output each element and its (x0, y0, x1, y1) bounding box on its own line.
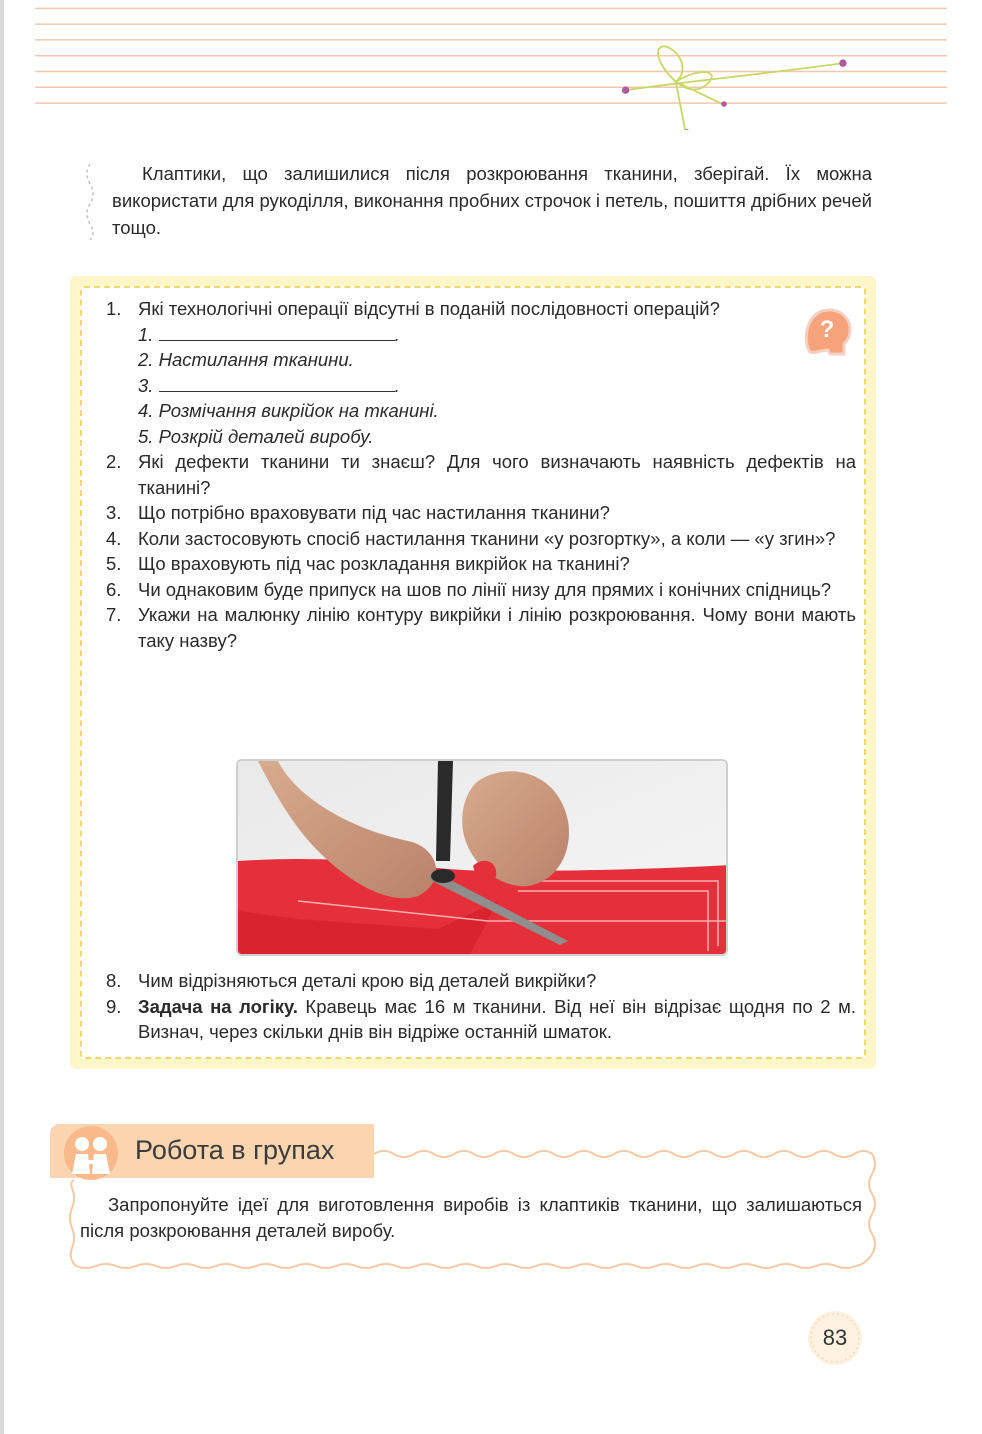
question-number: 3. (106, 502, 122, 523)
svg-text:?: ? (819, 316, 835, 343)
question-text: Чи однаковим буде припуск на шов по лінії низу для прямих і конічних спідниць? (138, 578, 832, 600)
question-text: Укажи на малюнку лінію контуру викрійки і лінію розкроювання. Чому вони мають таку назву? (138, 604, 856, 651)
step-text: Настилання тканини. (158, 349, 354, 370)
question-number: 9. (106, 995, 122, 1017)
answer-blank[interactable] (159, 322, 395, 341)
header-ruled-lines (0, 0, 982, 130)
question-text: Які дефекти тканини ти знаєш? Для чого визначають наявність дефектів на тканині? (138, 451, 856, 498)
cutting-fabric-illustration (238, 761, 728, 956)
page-edge (0, 0, 4, 1434)
scraps-tip-text: Клаптики, що залишилися після розкроювання тканини, зберігай. Їх можна використати для рукоділля, виконання пробних строчок і петель, пошиття дрібних речей тощо. (112, 163, 872, 238)
question-number: 8. (106, 970, 122, 991)
answer-blank[interactable] (159, 373, 395, 392)
question-number: 1. (106, 298, 122, 319)
question-9 (106, 994, 856, 1045)
step-number: 3. (138, 374, 154, 396)
logic-task-label: Задача на логіку. (138, 995, 298, 1017)
group-work-title: Робота в групах (135, 1135, 335, 1165)
question-text: Що потрібно враховувати під час настилання тканини? (138, 502, 610, 523)
step-1: 1. . (138, 323, 400, 345)
page-number: 83 (822, 1325, 848, 1350)
question-4 (106, 526, 856, 552)
question-7 (106, 602, 856, 653)
question-text: Чим відрізняються деталі крою від деталей викрійки? (138, 970, 597, 991)
question-list (106, 296, 856, 653)
question-text: Які технологічні операції відсутні в поданій послідовності операцій? (138, 298, 720, 319)
cutting-fabric-photo (236, 759, 728, 956)
question-text: Коли застосовують спосіб настилання тканини «у розгортку», а коли — «у згин»? (138, 527, 836, 549)
question-text: Що враховують під час розкладання викрійок на тканині? (138, 553, 630, 574)
question-2 (106, 449, 856, 500)
step-text: Розкрій деталей виробу. (158, 425, 374, 447)
question-8 (106, 968, 856, 994)
question-number: 7. (106, 604, 122, 625)
question-list-continued (106, 968, 856, 1045)
question-number: 4. (106, 527, 122, 549)
step-2 (106, 347, 856, 373)
question-5 (106, 551, 856, 577)
question-1 (106, 296, 856, 322)
step-text: Розмічання викрійок на тканині. (158, 400, 439, 421)
question-number: 6. (106, 578, 122, 600)
question-text: Кравець має 16 м тканини. Від неї він відрізає щодня по 2 м. Визнач, через скільки днів він відріже останній шматок. (138, 995, 856, 1042)
step-3: 3. . (138, 374, 400, 396)
scraps-tip (112, 160, 872, 241)
stitch-decoration-icon (84, 162, 96, 242)
step-number: 4. (138, 400, 154, 421)
question-6 (106, 577, 856, 603)
children-group-icon (62, 1124, 120, 1182)
step-number: 1. (138, 323, 154, 345)
step-4 (106, 398, 856, 424)
step-number: 5. (138, 425, 154, 447)
ribbon-bow-icon (622, 46, 847, 130)
group-work-task (80, 1192, 862, 1244)
step-number: 2. (138, 349, 154, 370)
step-5 (106, 424, 856, 450)
question-number: 2. (106, 451, 122, 472)
group-work-task-text: Запропонуйте ідеї для виготовлення виробів із клаптиків тканини, що залишаються після розкроювання деталей виробу. (80, 1194, 862, 1241)
question-3 (106, 500, 856, 526)
page-number-badge (806, 1309, 864, 1367)
question-number: 5. (106, 553, 122, 574)
